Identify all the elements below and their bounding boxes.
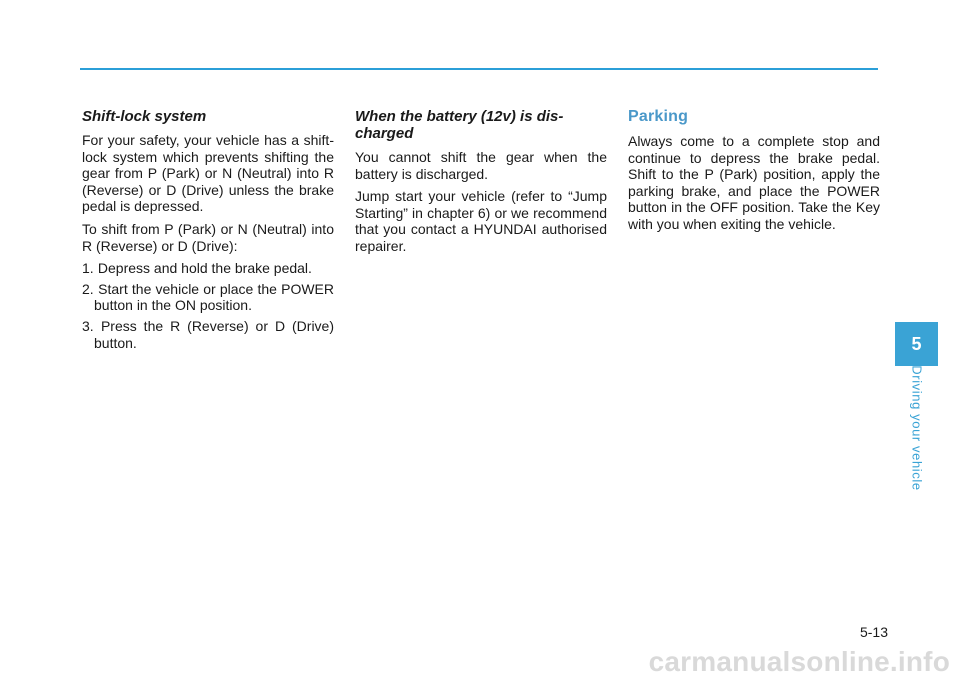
chapter-tab: [895, 322, 938, 366]
chapter-label: Driving your vehicle: [909, 365, 925, 491]
paragraph: Always come to a complete stop and continue to depress the brake pedal. Shift to the P (Park) position, apply the parking brake, and place the POWER button in the OFF position. Take the Key with you when exiting the vehicle.: [628, 133, 880, 232]
top-divider: [80, 68, 878, 70]
step-number: 2.: [82, 280, 94, 297]
steps-list: [82, 260, 334, 351]
heading-battery: When the battery (12v) is dis-charged: [355, 108, 564, 142]
list-item: [82, 318, 334, 351]
paragraph: To shift from P (Park) or N (Neutral) into R (Reverse) or D (Drive):: [82, 220, 334, 254]
watermark: carmanualsonline.info: [648, 646, 950, 677]
step-text: Press the R (Reverse) or D (Drive) button.: [94, 317, 335, 351]
column-parking: [628, 108, 880, 239]
column-shift-lock: [82, 108, 334, 355]
heading-parking: Parking: [628, 108, 689, 125]
paragraph: For your safety, your vehicle has a shift-lock system which prevents shifting the gear from P (Park) or N (Neutral) into R (Reverse) or D (Drive) unless the brake pedal is depressed.: [82, 132, 334, 215]
list-item: [82, 260, 334, 277]
heading-shift-lock: Shift-lock system: [82, 108, 207, 125]
chapter-number: 5: [911, 333, 922, 354]
step-number: 3.: [82, 317, 94, 334]
step-text: Start the vehicle or place the POWER button in the ON position.: [94, 280, 335, 314]
column-battery: [355, 108, 607, 261]
paragraph: You cannot shift the gear when the battery is discharged.: [355, 149, 607, 182]
list-item: [82, 281, 334, 314]
step-number: 1.: [82, 260, 94, 277]
page-number: 5-13: [859, 624, 888, 640]
step-text: Depress and hold the brake pedal.: [97, 260, 312, 277]
paragraph: Jump start your vehicle (refer to “Jump Starting” in chapter 6) or we recommend that you contact a HYUNDAI authorised repairer.: [355, 188, 607, 254]
